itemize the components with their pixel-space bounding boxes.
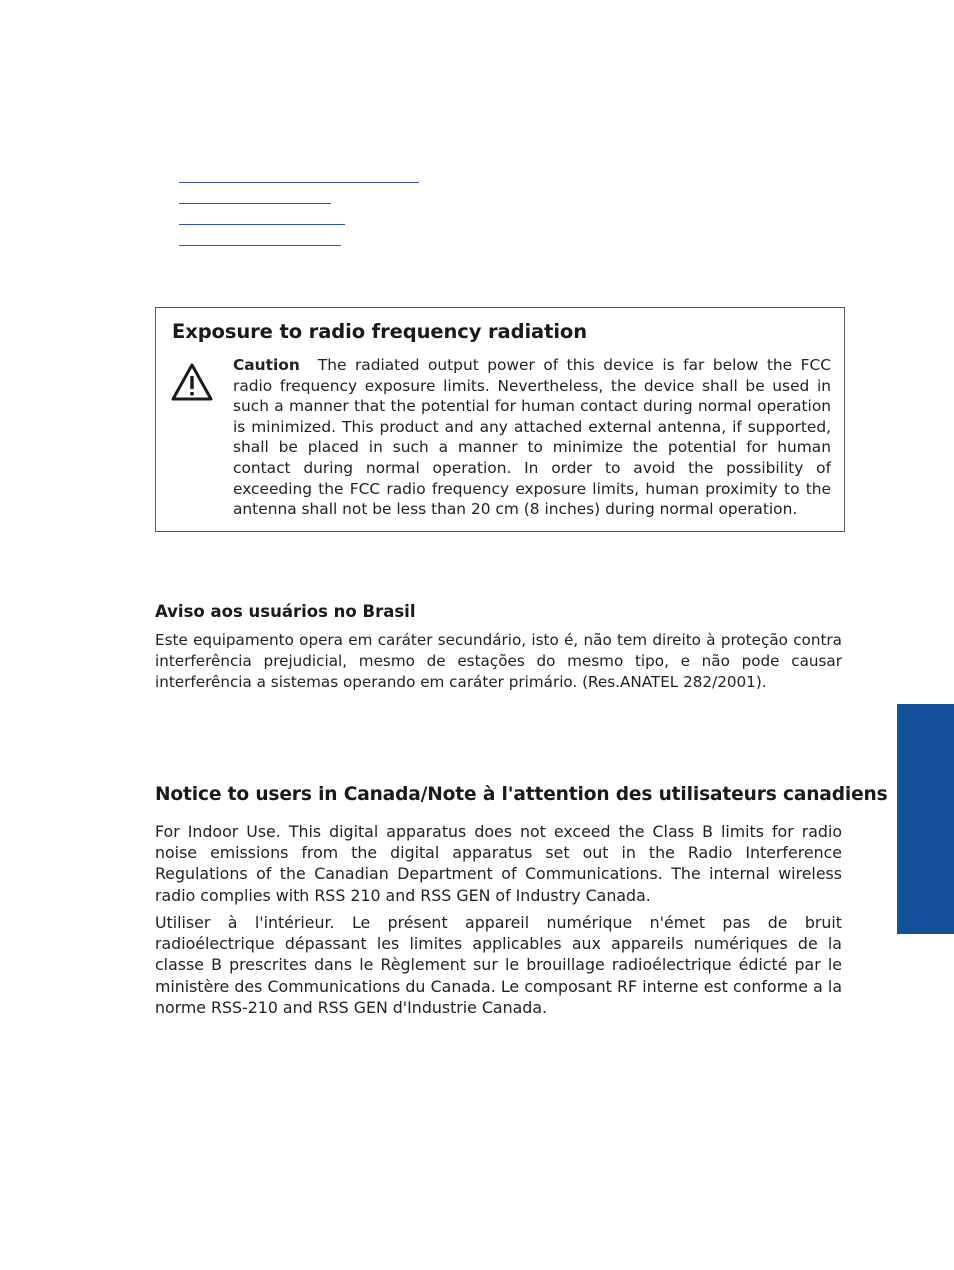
caution-body: The radiated output power of this device is far below the FCC radio frequency exposure limits. Nevertheless, the device shall be used in such a manner that the potential for human contact during normal operation is minimized. This product and any attached external antenna, if supported, shall be placed in such a manner to minimize the potential for human contact during normal operation. In order to avoid the possibility of exceeding the FCC radio frequency exposure limits, human proximity to the antenna shall not be less than 20 cm (8 inches) during normal operation. — [233, 356, 831, 519]
caution-text — [233, 355, 831, 520]
brazil-heading: Aviso aos usuários no Brasil — [155, 602, 416, 621]
warning-triangle-icon — [170, 362, 214, 402]
brazil-paragraph: Este equipamento opera em caráter secundário, isto é, não tem direito à proteção contra interferência prejudicial, mesmo de estações do mesmo tipo, e não pode causar interferência a sistemas operando em caráter primário. (Res.ANATEL 282/2001). — [155, 631, 842, 691]
exposure-title: Exposure to radio frequency radiation — [172, 320, 587, 343]
canada-paragraph-english: For Indoor Use. This digital apparatus does not exceed the Class B limits for radio noise emissions from the digital apparatus set out in the Radio Interference Regulations of the Canadian Department of Communications. The internal wireless radio complies with RSS 210 and RSS GEN of Industry Canada. — [155, 822, 842, 905]
link-1[interactable] — [179, 166, 419, 183]
link-2[interactable] — [179, 187, 331, 204]
canada-heading: Notice to users in Canada/Note à l'attention des utilisateurs canadiens — [155, 784, 888, 805]
link-3[interactable] — [179, 208, 345, 225]
exposure-box — [155, 307, 845, 532]
canada-paragraph-french: Utiliser à l'intérieur. Le présent appareil numérique n'émet pas de bruit radioélectrique dépassant les limites applicables aux appareils numériques de la classe B prescrites dans le Règlement sur le brouillage radioélectrique édicté par le ministère des Communications du Canada. Le composant RF interne est conforme a la norme RSS-210 and RSS GEN d'Industrie Canada. — [155, 913, 842, 1017]
link-4[interactable] — [179, 229, 341, 246]
chapter-side-tab — [897, 704, 954, 934]
caution-label: Caution — [233, 356, 300, 374]
